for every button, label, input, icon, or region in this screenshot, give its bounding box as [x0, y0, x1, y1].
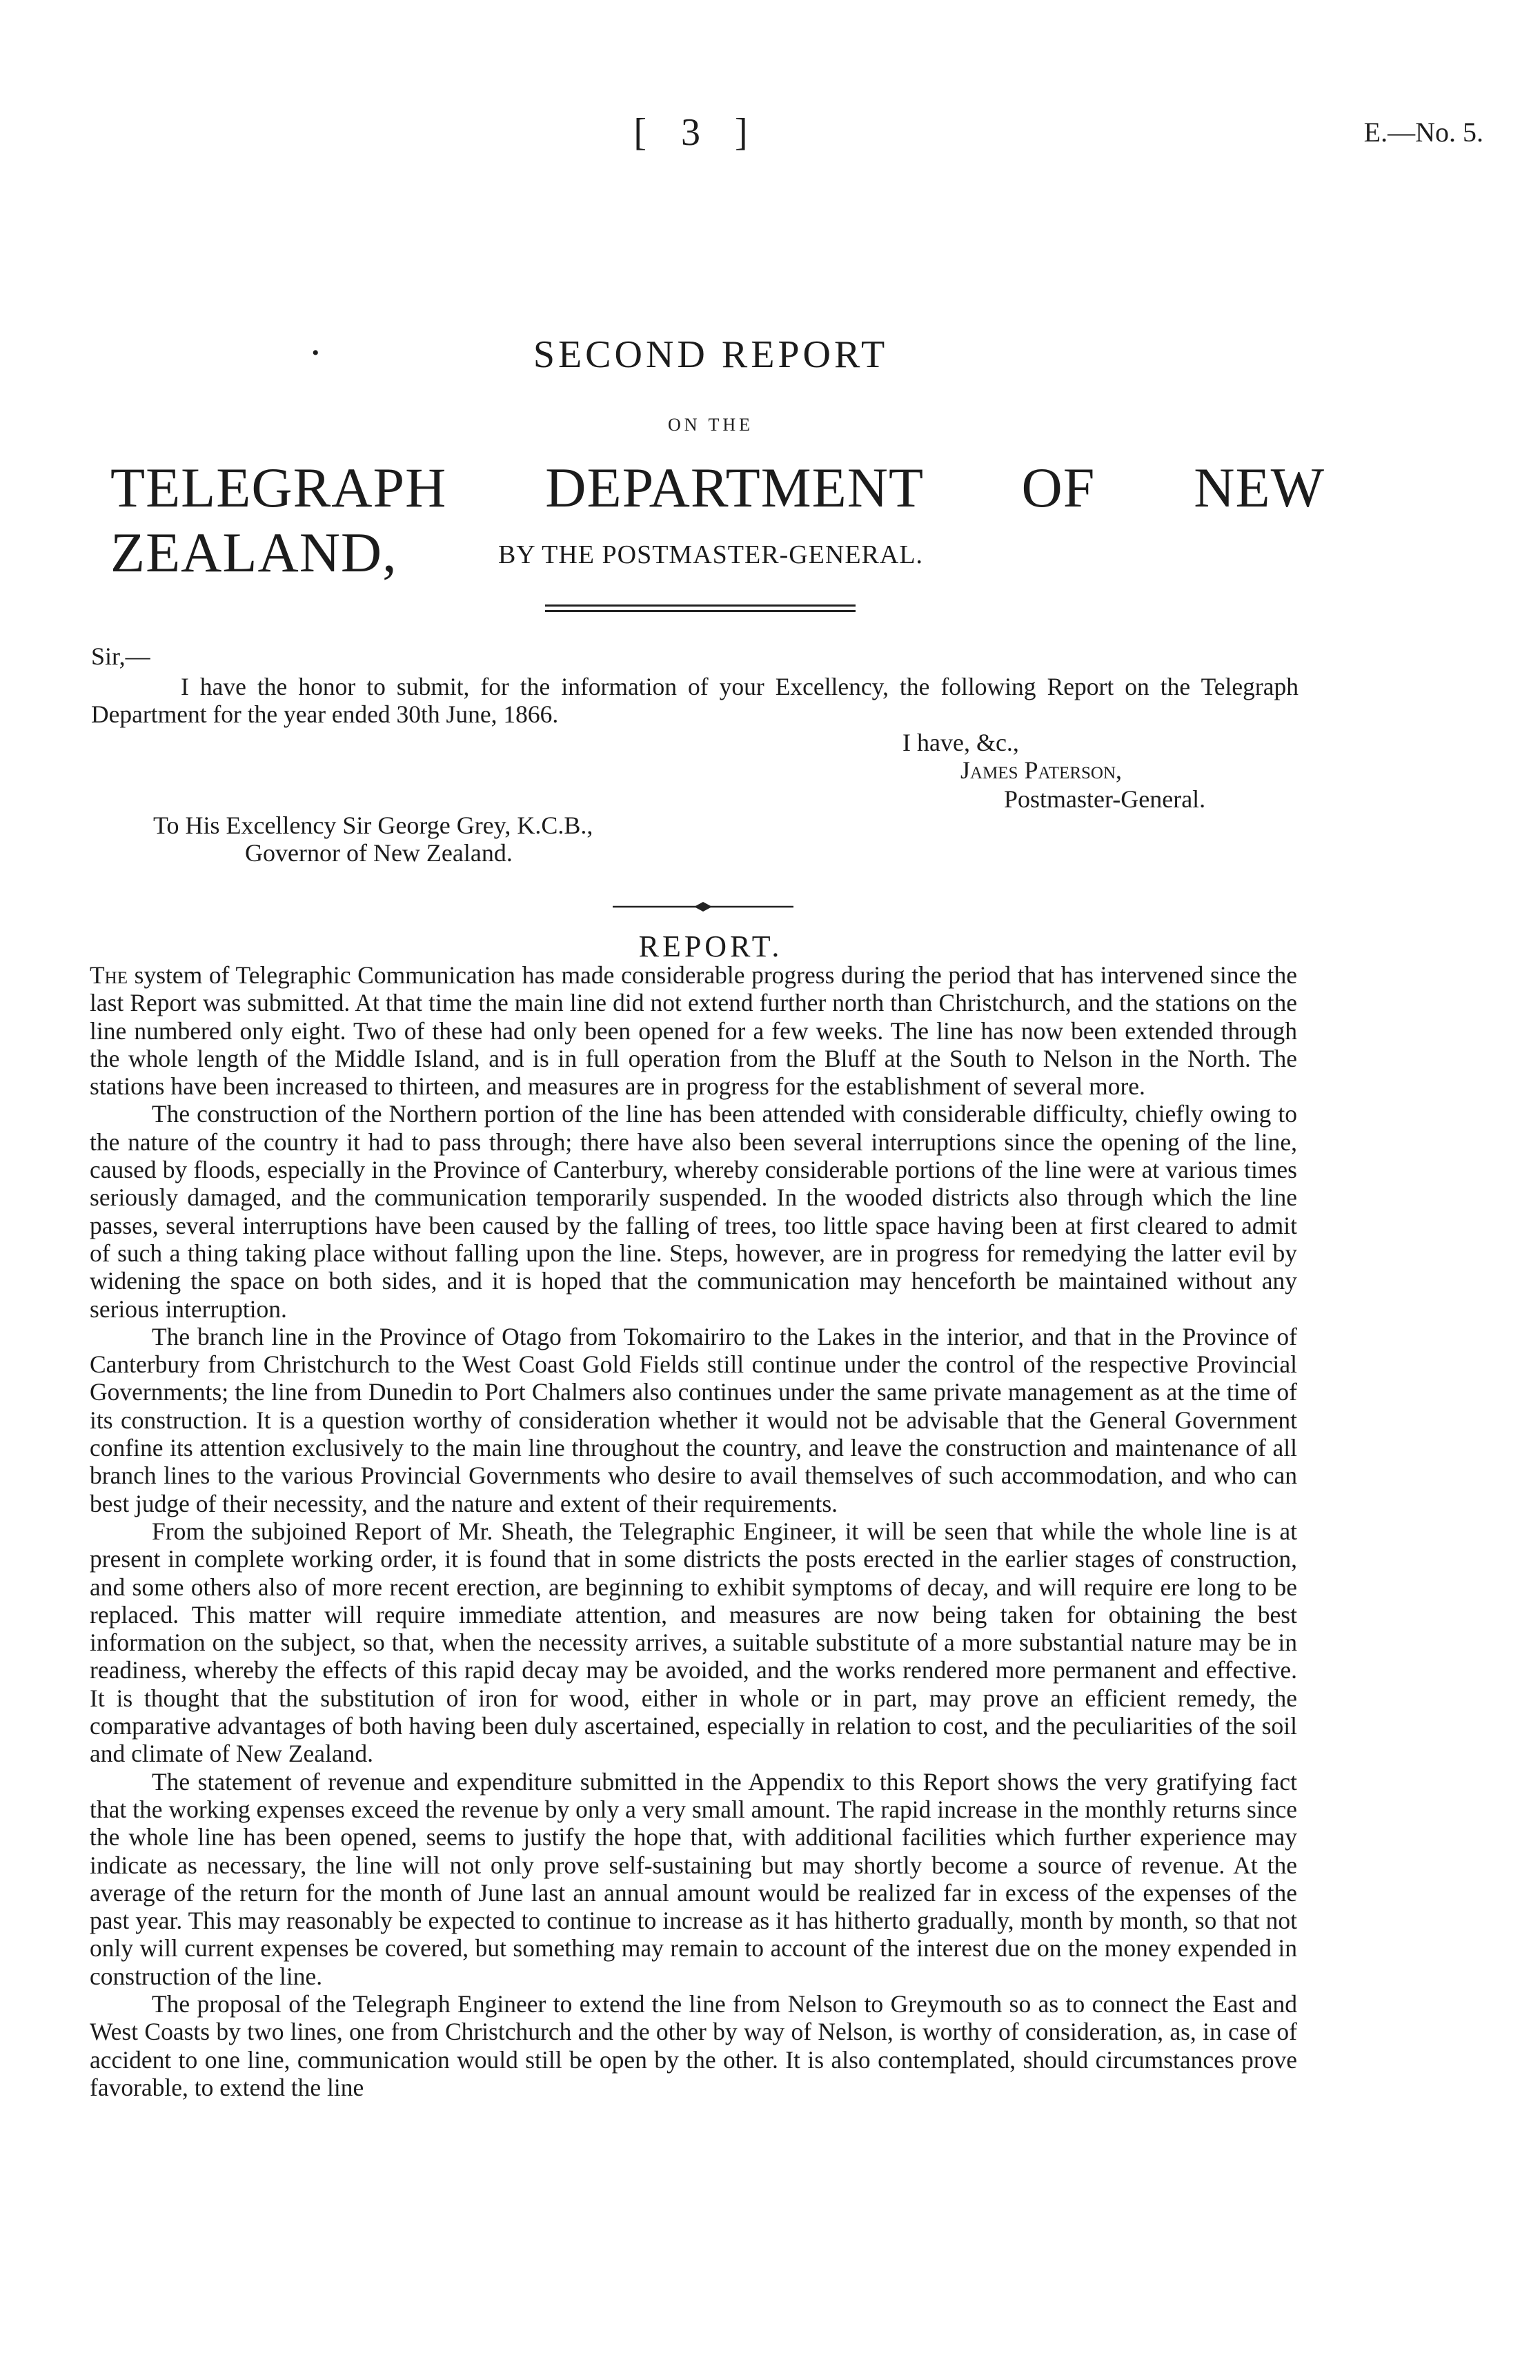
salutation: Sir,— — [91, 642, 150, 670]
report-paragraph: The branch line in the Province of Otago from Tokomairiro to the Lakes in the interior, and that in the Province of Canterbury from Christchurch to the West Coast Gold Fields still continue under the control of the respective Provincial Governments; the line from Dunedin to Port Chalmers also continues under the same private management as at the time of its construction. It is a question worthy of consideration whether it would not be advisable that the General Government confine its attention exclusively to the main line throughout the country, and leave the construction and maintenance of all branch lines to the various Provincial Governments who desire to avail themselves of such accommodation, and who can best judge of their necessity, and the nature and extent of their requirements. — [90, 1322, 1297, 1517]
signatory-title: Postmaster-General. — [1004, 785, 1206, 813]
addressee-line-2: Governor of New Zealand. — [245, 839, 513, 867]
ornamental-divider — [613, 900, 793, 914]
title-connector: ON THE — [667, 415, 754, 435]
page-number: [ 3 ] — [633, 111, 760, 154]
lead-word: The — [90, 961, 128, 989]
report-paragraph: From the subjoined Report of Mr. Sheath, the Telegraphic Engineer, it will be seen that while the whole line is at present in complete working order, it is found that in some districts the posts erected in the earlier stages of construction, and some others also of more recent erection, are beginning to exhibit symptoms of decay, and will require ere long to be replaced. This matter will require immediate attention, and measures are now being taken for obtaining the best information on the subject, so that, when the necessity arrives, a suitable substitute of a more substantial nature may be in readiness, whereby the effects of this rapid decay may be avoided, and the works rendered more permanent and effective. It is thought that the substitution of iron for wood, either in whole or in part, may prove an efficient remedy, the comparative advantages of both having been duly ascertained, especially in relation to cost, and the peculiarities of the soil and climate of New Zealand. — [90, 1517, 1297, 1768]
signatory-name: James Paterson, — [960, 756, 1123, 784]
letter-closing: I have, &c., — [902, 729, 1019, 756]
title-rule-top — [545, 604, 856, 607]
department-title: TELEGRAPH DEPARTMENT OF NEW ZEALAND, — [110, 456, 1325, 584]
document-reference: E.—No. 5. — [1363, 117, 1483, 148]
letter-body: I have the honor to submit, for the information of your Excellency, the following Report on the Telegraph Department for the year ended 30th June, 1866. — [91, 673, 1299, 729]
report-paragraph: The statement of revenue and expenditure submitted in the Appendix to this Report shows the very gratifying fact that the working expenses exceed the revenue by only a very small amount. The rapid increase in the monthly returns since the whole line has been opened, seems to justify the hope that, with additional facilities which further experience may indicate as necessary, the line will not only prove self-sustaining but may shortly become a source of revenue. At the average of the return for the month of June last an annual amount would be realized far in excess of the expenses of the past year. This may reasonably be expected to continue to increase as it has hitherto gradually, month by month, so that not only will current expenses be covered, but something may remain to account of the interest due on the money expended in construction of the line. — [90, 1767, 1297, 1990]
bullet-marker: • — [312, 342, 319, 364]
report-paragraph: The proposal of the Telegraph Engineer to extend the line from Nelson to Greymouth so as to connect the East and West Coasts by two lines, one from Christchurch and the other by way of Nelson, is worthy of consideration, as, in case of accident to one line, communication would still be open by the other. It is also contemplated, should circumstances prove favorable, to extend the line — [90, 1989, 1297, 2101]
report-heading: REPORT. — [638, 930, 783, 963]
addressee-line-1: To His Excellency Sir George Grey, K.C.B., — [153, 812, 593, 839]
author-byline: BY THE POSTMASTER-GENERAL. — [497, 540, 924, 569]
paragraph-1-text: system of Telegraphic Communication has made considerable progress during the period that has intervened since the last Report was submitted. At that time the main line did not extend further north than Christchurch, and the stations on the line numbered only eight. Two of these had only been opened for a few weeks. The line has now been extended through the whole length of the Middle Island, and is in full operation from the Bluff at the South to Nelson in the North. The stations have been increased to thirteen, and measures are in progress for the establishment of several more. — [90, 961, 1297, 1101]
title-rule-bottom — [545, 610, 856, 612]
report-paragraph: The construction of the Northern portion of the line has been attended with considerable difficulty, chiefly owing to the nature of the country it had to pass through; there have also been several interruptions since the opening of the line, caused by floods, especially in the Province of Canterbury, whereby considerable portions of the line were at various times seriously damaged, and the communication temporarily suspended. In the wooded districts also through which the line passes, several interruptions have been caused by the falling of trees, too little space having been at first cleared to admit of such a thing taking place without falling upon the line. Steps, however, are in progress for remedying the latter evil by widening the space on both sides, and it is hoped that the communication may henceforth be maintained without any serious interruption. — [90, 1100, 1297, 1323]
report-title: SECOND REPORT — [533, 333, 889, 376]
report-body — [90, 961, 1297, 2101]
report-paragraph — [90, 961, 1297, 1100]
